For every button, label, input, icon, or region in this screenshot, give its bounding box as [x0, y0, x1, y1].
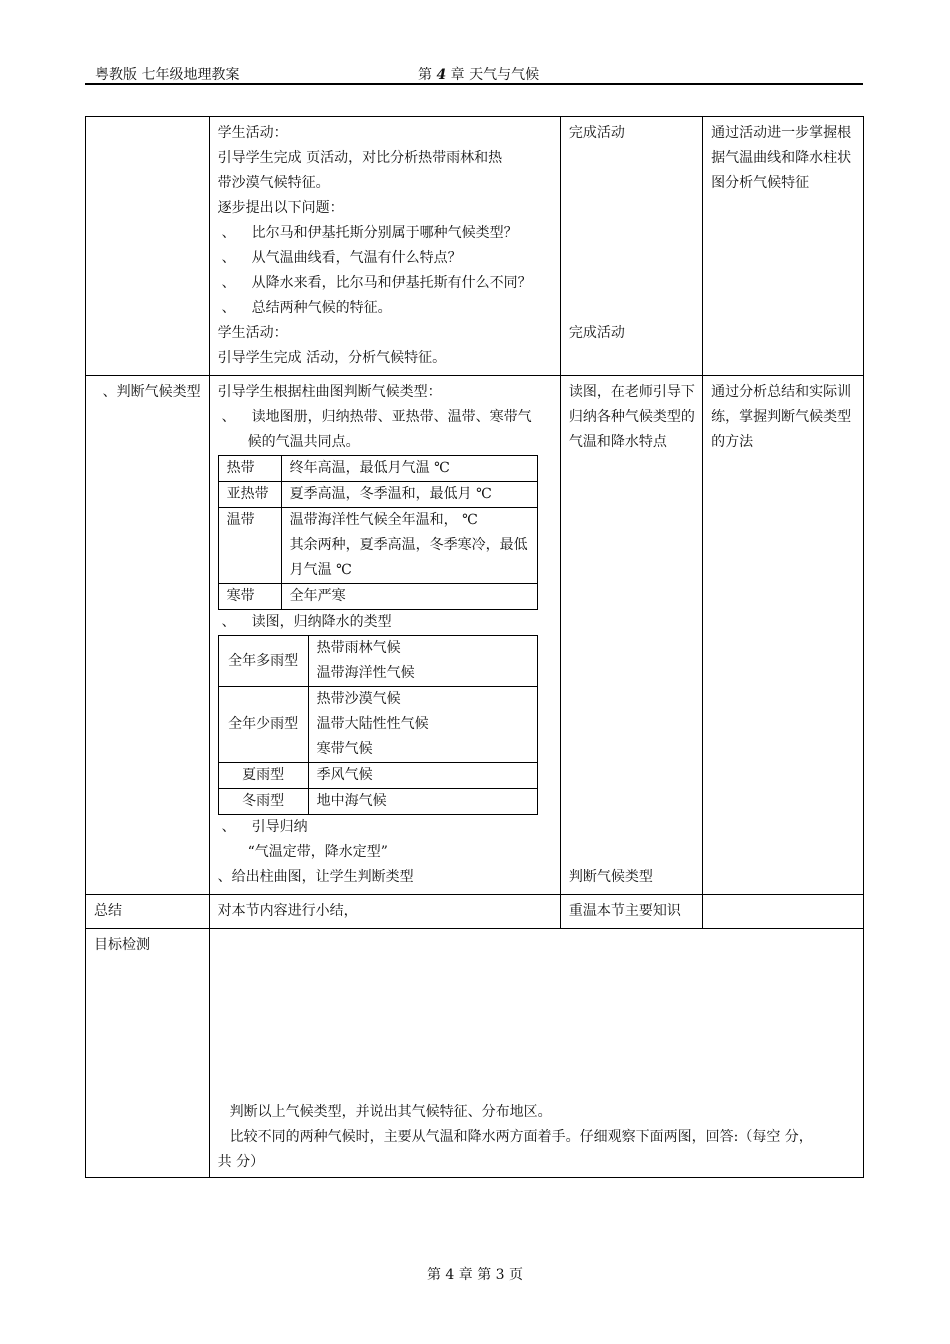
row-climate-type-col4: [703, 376, 864, 895]
text-line: 读图，在老师引导下: [568, 384, 695, 400]
temp-desc: 温带海洋性气候全年温和， ℃ 其余两种，夏季高温，冬季寒冷，最低 月气温 ℃: [281, 508, 537, 584]
text-line: 学生活动：: [217, 125, 288, 141]
row-climate-type-col3: [560, 376, 702, 895]
precipitation-table: [218, 635, 538, 815]
text-line: 引导学生根据柱曲图判断气候类型：: [217, 384, 442, 400]
bullet-mark: 、: [221, 275, 236, 291]
text-line: 引导学生完成 活动，分析气候特征。: [217, 350, 447, 366]
step-item: 、 读地图册，归纳热带、亚热带、温带、寒带气: [218, 405, 552, 430]
bullet-mark: 、: [221, 614, 236, 630]
rain-type: 全年多雨型: [218, 636, 308, 687]
question-item: 、 从降水来看，比尔马和伊基托斯有什么不同？: [218, 271, 552, 296]
text-line: 逐步提出以下问题：: [217, 200, 344, 216]
text-line: 练，掌握判断气候类型: [711, 409, 852, 425]
temp-row: [218, 584, 537, 610]
temp-desc: 夏季高温，冬季温和，最低月 ℃: [281, 482, 537, 508]
temp-desc: 全年严寒: [281, 584, 537, 610]
lesson-plan-table: [85, 116, 864, 1178]
question-item: 、 从气温曲线看，气温有什么特点？: [218, 246, 552, 271]
student-activity-bottom: 判断气候类型: [568, 869, 653, 885]
text-line: 据气温曲线和降水柱状: [711, 150, 852, 166]
rain-row: [218, 687, 537, 763]
rain-row: [218, 763, 537, 789]
row-summary-col2: 对本节内容进行小结，: [209, 895, 560, 929]
header-rule: [85, 83, 863, 85]
header-chapter-number: 4: [436, 67, 447, 83]
header-right: [418, 64, 539, 84]
row-activity-col3: [560, 117, 702, 376]
bullet-mark: 、: [221, 250, 236, 266]
rain-row: [218, 789, 537, 815]
row-climate-type-col1: 、判断气候类型: [86, 376, 210, 895]
assessment-line: 判断以上气候类型，并说出其气候特征、分布地区。: [229, 1104, 552, 1120]
row-activity: [86, 117, 864, 376]
bullet-mark: 、: [221, 819, 236, 835]
row-activity-col2: [209, 117, 560, 376]
summary-quote: “气温定带，降水定型”: [247, 844, 388, 860]
row-summary: [86, 895, 864, 929]
step-item-cont: 候的气温共同点。: [247, 434, 360, 450]
text-line: 的方法: [711, 434, 754, 450]
rain-type: 冬雨型: [218, 789, 308, 815]
step-item: 、给出柱曲图，让学生判断类型: [217, 869, 414, 885]
row-assessment-col1: 目标检测: [86, 929, 210, 1178]
row-summary-col3: 重温本节主要知识: [560, 895, 702, 929]
rain-climates: 热带雨林气候 温带海洋性气候: [308, 636, 537, 687]
row-assessment-content: [209, 929, 863, 1178]
temp-row: [218, 508, 537, 584]
step-item: 、 读图，归纳降水的类型: [218, 610, 552, 635]
text-line: 引导学生完成 页活动，对比分析热带雨林和热: [217, 150, 503, 166]
text-line: 带沙漠气候特征。: [217, 175, 330, 191]
rain-climates: 地中海气候: [308, 789, 537, 815]
row-assessment: [86, 929, 864, 1178]
row-summary-col4: [703, 895, 864, 929]
temp-zone: 温带: [218, 508, 281, 584]
temp-zone: 寒带: [218, 584, 281, 610]
temp-desc: 终年高温，最低月气温 ℃: [281, 456, 537, 482]
row-summary-col1: 总结: [86, 895, 210, 929]
bullet-mark: 、: [221, 300, 236, 316]
temperature-table: [218, 455, 538, 610]
temp-zone: 亚热带: [218, 482, 281, 508]
row-climate-type: [86, 376, 864, 895]
bullet-mark: 、: [221, 409, 236, 425]
rain-row: [218, 636, 537, 687]
text-line: 图分析气候特征: [711, 175, 810, 191]
assessment-line: 比较不同的两种气候时，主要从气温和降水两方面着手。仔细观察下面两图，回答:（每空 分，: [229, 1129, 813, 1145]
student-activity-bottom: 完成活动: [568, 325, 625, 341]
temp-row: [218, 482, 537, 508]
page-footer: 第 4 章 第 3 页: [426, 1267, 524, 1283]
temp-zone: 热带: [218, 456, 281, 482]
step-item: 、 引导归纳: [218, 815, 552, 840]
rain-climates: 季风气候: [308, 763, 537, 789]
text-line: 通过分析总结和实际训: [711, 384, 852, 400]
temp-row: [218, 456, 537, 482]
student-activity-top: 完成活动: [568, 125, 625, 141]
text-line: 学生活动：: [217, 325, 288, 341]
header-right-prefix: 第: [418, 67, 432, 83]
rain-type: 全年少雨型: [218, 687, 308, 763]
row-climate-type-col2: [209, 376, 560, 895]
row-activity-col4: [703, 117, 864, 376]
header-left: 粤教版 七年级地理教案: [95, 67, 240, 83]
row-activity-col1: [86, 117, 210, 376]
text-line: 气温和降水特点: [568, 434, 667, 450]
assessment-line: 共 分）: [217, 1154, 265, 1170]
bullet-mark: 、: [221, 225, 236, 241]
text-line: 通过活动进一步掌握根: [711, 125, 852, 141]
question-item: 、 总结两种气候的特征。: [218, 296, 552, 321]
text-line: 归纳各种气候类型的: [568, 409, 695, 425]
rain-type: 夏雨型: [218, 763, 308, 789]
question-item: 、 比尔马和伊基托斯分别属于哪种气候类型？: [218, 221, 552, 246]
header-right-suffix: 章 天气与气候: [450, 67, 540, 83]
rain-climates: 热带沙漠气候 温带大陆性性气候 寒带气候: [308, 687, 537, 763]
